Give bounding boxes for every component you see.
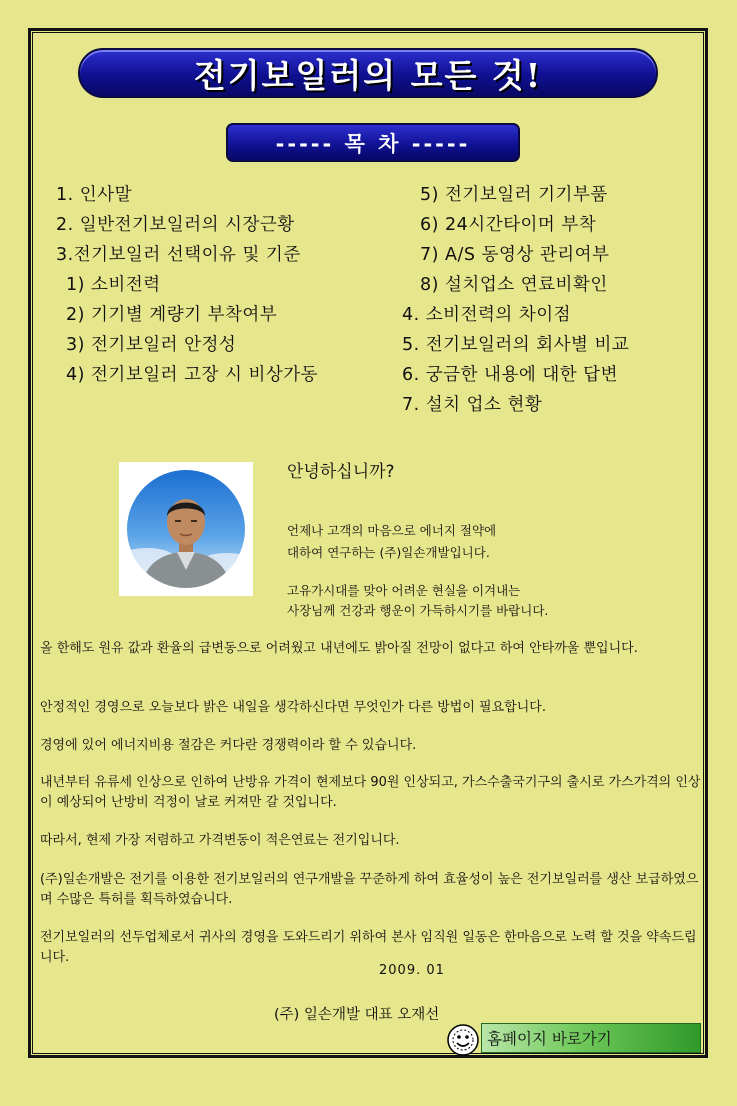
paragraph-4: 내년부터 유류세 인상으로 인하여 난방유 가격이 현제보다 90원 인상되고, 가스수출국기구의 출시로 가스가격의 인상이 예상되어 난방비 걱정이 날로 커져만 갈 것입니다. bbox=[40, 775, 701, 810]
homepage-link-button[interactable]: 홈페이지 바로가기 bbox=[481, 1023, 701, 1053]
date: 2009. 01 bbox=[379, 963, 445, 978]
toc-item-selection[interactable]: 3.전기보일러 선택이유 및 기준 bbox=[56, 245, 301, 265]
intro-line-1: 언제나 고객의 마음으로 에너지 절약에 bbox=[287, 523, 497, 538]
toc-item-as-video[interactable]: 7) A/S 동영상 관리여부 bbox=[420, 245, 610, 265]
ceo-photo bbox=[119, 462, 253, 596]
toc-item-greeting[interactable]: 1. 인사말 bbox=[56, 185, 132, 205]
toc-item-safety[interactable]: 3) 전기보일러 안정성 bbox=[66, 335, 237, 355]
paragraph-6: (주)일손개발은 전기를 이용한 전기보일러의 연구개발을 꾸준하게 하여 효율성이 높은 전기보일러를 생산 보급하였으며 수많은 특허를 획득하였습니다. bbox=[40, 872, 699, 907]
toc-item-faq[interactable]: 6. 궁금한 내용에 대한 답변 bbox=[402, 365, 618, 385]
intro-line-2: 대하여 연구하는 (주)일손개발입니다. bbox=[287, 545, 490, 560]
intro-line-3: 고유가시대를 맞아 어려운 현실을 이겨내는 bbox=[287, 583, 521, 598]
paragraph-3: 경영에 있어 에너지비용 절감은 커다란 경쟁력이라 할 수 있습니다. bbox=[40, 738, 417, 753]
paragraph-1: 올 한해도 원유 값과 환율의 급변동으로 어려웠고 내년에도 밝아질 전망이 없다고 하여 안타까울 뿐입니다. bbox=[40, 641, 638, 656]
toc-item-compare[interactable]: 5. 전기보일러의 회사별 비교 bbox=[402, 335, 630, 355]
toc-heading: ----- 목 차 ----- bbox=[226, 123, 520, 162]
toc-item-install-status[interactable]: 7. 설치 업소 현황 bbox=[402, 395, 543, 415]
paragraph-2: 안정적인 경영으로 오늘보다 밝은 내일을 생각하신다면 무엇인가 다른 방법이 필요합니다. bbox=[40, 700, 546, 715]
toc-item-fuel-cost[interactable]: 8) 설치업소 연료비확인 bbox=[420, 275, 608, 295]
toc-item-emergency[interactable]: 4) 전기보일러 고장 시 비상가동 bbox=[66, 365, 319, 385]
intro-line-4: 사장님께 건강과 행운이 가득하시기를 바랍니다. bbox=[287, 603, 549, 618]
toc-item-power[interactable]: 1) 소비전력 bbox=[66, 275, 161, 295]
paragraph-5: 따라서, 현제 가장 저렴하고 가격변동이 적은연료는 전기입니다. bbox=[40, 833, 400, 848]
paragraph-7: 전기보일러의 선두업체로서 귀사의 경영을 도와드리기 위하여 본사 임직원 일동은 한마음으로 노력 할 것을 약속드립니다. bbox=[40, 930, 697, 965]
toc-item-market[interactable]: 2. 일반전기보일러의 시장근황 bbox=[56, 215, 295, 235]
greeting: 안녕하십니까? bbox=[287, 462, 395, 482]
toc-item-timer[interactable]: 6) 24시간타이머 부착 bbox=[420, 215, 597, 235]
toc-item-meter[interactable]: 2) 기기별 계량기 부착여부 bbox=[66, 305, 278, 325]
smiley-icon[interactable] bbox=[447, 1024, 479, 1056]
ceo-portrait-icon bbox=[127, 470, 245, 588]
page-title: 전기보일러의 모든 것! bbox=[78, 48, 658, 98]
toc-item-power-diff[interactable]: 4. 소비전력의 차이점 bbox=[402, 305, 572, 325]
signature: (주) 일손개발 대표 오재선 bbox=[274, 1007, 440, 1023]
toc-item-parts[interactable]: 5) 전기보일러 기기부품 bbox=[420, 185, 608, 205]
